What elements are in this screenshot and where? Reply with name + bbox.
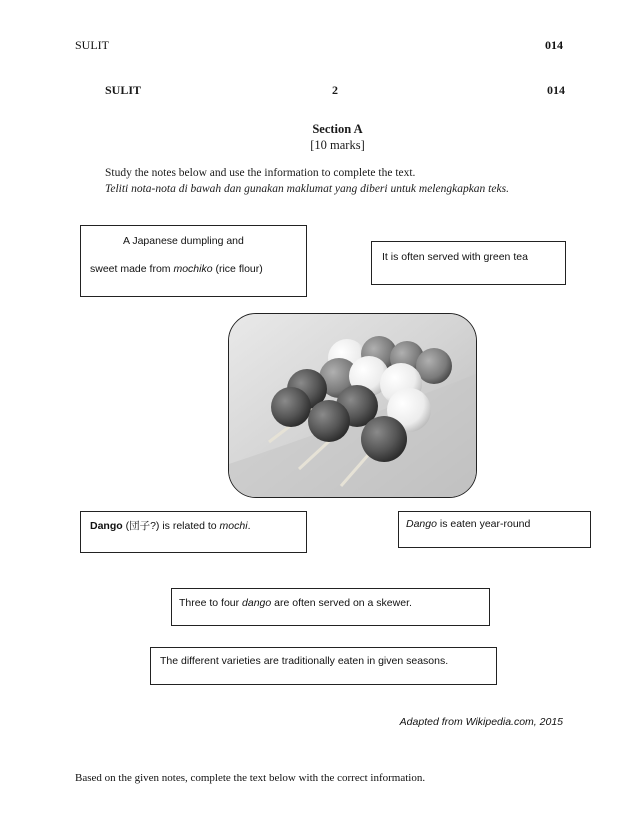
header-sulit: SULIT	[75, 38, 109, 52]
dango-image	[229, 314, 476, 497]
header-code: 014	[545, 38, 563, 52]
note-varieties-text: The different varieties are traditionally eaten in given seasons.	[160, 655, 449, 667]
scan-code: 014	[547, 83, 565, 97]
scan-page-number: 2	[332, 83, 338, 97]
instruction-english: Study the notes below and use the information to complete the text.	[105, 167, 416, 179]
section-title: Section A	[312, 122, 363, 136]
note-green-tea	[371, 241, 566, 285]
note-varieties	[150, 647, 497, 685]
note-year-round-text: Dango is eaten year-round	[406, 518, 531, 530]
note-skewer	[171, 588, 490, 626]
note-dumpling-line2: sweet made from mochiko (rice flour)	[90, 263, 263, 275]
note-skewer-text: Three to four dango are often served on a skewer.	[179, 597, 412, 609]
note-related-mochi	[80, 511, 307, 553]
footer-instruction: Based on the given notes, complete the text below with the correct information.	[75, 772, 426, 784]
scan-sulit: SULIT	[105, 83, 142, 97]
section-marks: [10 marks]	[310, 138, 365, 152]
scanned-excerpt	[100, 75, 575, 210]
note-green-tea-text: It is often served with green tea	[382, 251, 528, 263]
instruction-malay: Teliti nota-nota di bawah dan gunakan maklumat yang diberi untuk melengkapkan teks.	[105, 183, 509, 195]
note-year-round	[398, 511, 591, 548]
note-dumpling	[80, 225, 307, 297]
note-dumpling-line1: A Japanese dumpling and	[123, 235, 244, 247]
source-credit: Adapted from Wikipedia.com, 2015	[399, 716, 563, 728]
note-related-text: Dango (団子?) is related to mochi.	[90, 520, 251, 532]
dango-photo	[228, 313, 477, 498]
